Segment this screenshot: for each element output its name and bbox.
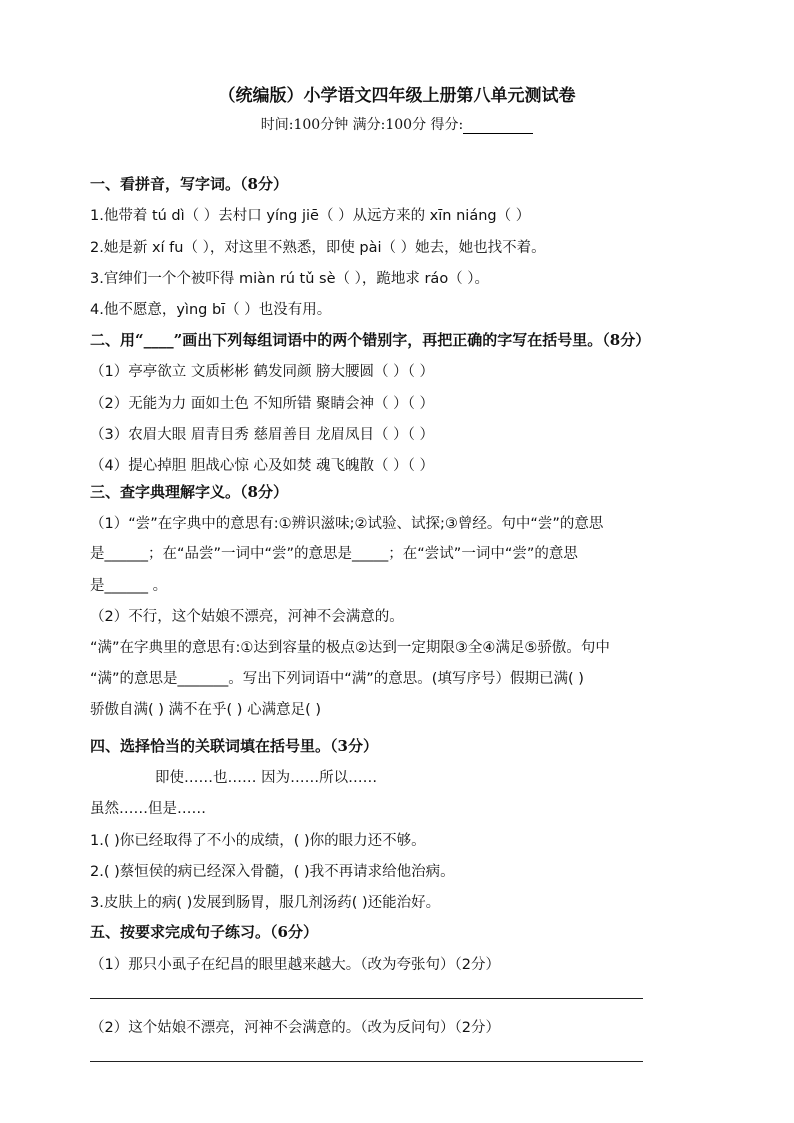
score-blank[interactable] [463, 119, 533, 134]
answer-line-1[interactable] [90, 998, 643, 999]
s4-question-2: 2.( )蔡恒侯的病已经深入骨髓，( )我不再请求给他治病。 [90, 864, 455, 880]
s1-question-1: 1.他带着 tú dì（ ）去村口 yíng jiē（ ）从远方来的 xīn niáng（ ） [90, 208, 531, 224]
s3-line-5: “满”在字典里的意思有:①达到容量的极点②达到一定期限③全④满足⑤骄傲。句中 [90, 640, 610, 656]
s2-row-1: （1）亭亭欲立 文质彬彬 鹤发同颜 膀大腰圆（ ）（ ） [90, 364, 435, 380]
s3-line-6: “满”的意思是_______。写出下列词语中“满”的意思。(填写序号）假期已满( ) [90, 671, 584, 687]
s4-options: 即使……也…… 因为……所以…… [155, 770, 378, 786]
s5-question-2: （2）这个姑娘不漂亮，河神不会满意的。（改为反问句）（2分） [90, 1020, 500, 1036]
s1-question-2: 2.她是新 xí fu（ ），对这里不熟悉，即使 pài（ ）她去，她也找不着。 [90, 240, 546, 256]
s4-option-3: 虽然……但是…… [90, 801, 206, 817]
answer-line-2[interactable] [90, 1061, 643, 1062]
s3-line-3: 是______ 。 [90, 578, 168, 594]
s3-line-4: （2）不行，这个姑娘不漂亮，河神不会满意的。 [90, 609, 404, 625]
section-4-heading: 四、选择恰当的关联词填在括号里。（3分） [90, 737, 378, 755]
section-1-heading: 一、看拼音，写字词。（8分） [90, 175, 288, 193]
s2-row-3: （3）农眉大眼 眉青目秀 慈眉善目 龙眉凤目（ ）（ ） [90, 427, 435, 443]
section-5-heading: 五、按要求完成句子练习。（6分） [90, 923, 318, 941]
exam-info-text: 时间:100分钟 满分:100分 得分: [260, 117, 464, 133]
s4-question-3: 3.皮肤上的病( )发展到肠胃，服几剂汤药( )还能治好。 [90, 895, 441, 911]
s5-question-1: （1）那只小虱子在纪昌的眼里越来越大。（改为夸张句）（2分） [90, 957, 500, 973]
s2-row-2: （2）无能为力 面如土色 不知所错 聚睛会神（ ）（ ） [90, 396, 435, 412]
section-3-heading: 三、查字典理解字义。（8分） [90, 483, 288, 501]
s1-question-4: 4.他不愿意，yìng bī（ ）也没有用。 [90, 302, 332, 318]
s2-row-4: （4）提心掉胆 胆战心惊 心及如焚 魂飞魄散（ ）（ ） [90, 458, 435, 474]
s3-line-7: 骄傲自满( ) 满不在乎( ) 心满意足( ) [90, 702, 321, 718]
exam-info [0, 114, 794, 134]
s3-line-1: （1）“尝”在字典中的意思有:①辨识滋味;②试验、试探;③曾经。句中“尝”的意思 [90, 516, 604, 532]
s4-question-1: 1.( )你已经取得了不小的成绩，( )你的眼力还不够。 [90, 833, 426, 849]
s3-line-2: 是______；在“品尝”一词中“尝”的意思是_____；在“尝试”一词中“尝”的意思 [90, 546, 578, 562]
s1-question-3: 3.官绅们一个个被吓得 miàn rú tǔ sè（ ），跪地求 ráo（ ）。 [90, 271, 490, 287]
page-title: （统编版）小学语文四年级上册第八单元测试卷 [218, 86, 576, 106]
section-2-heading: 二、用“____”画出下列每组词语中的两个错别字，再把正确的字写在括号里。（8分） [90, 331, 651, 349]
